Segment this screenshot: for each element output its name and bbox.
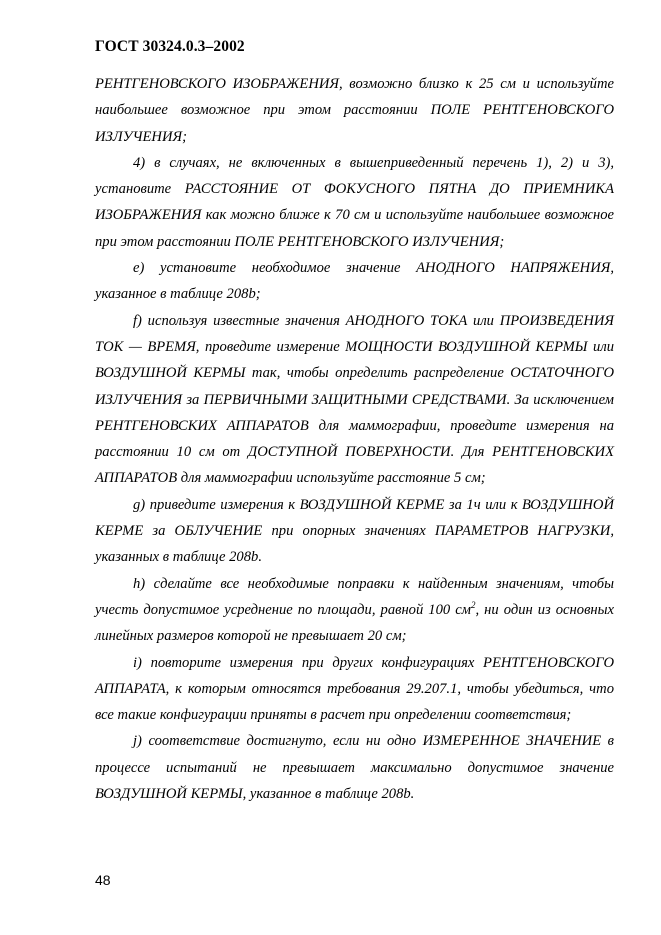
- paragraph-item-h-text: h) сделайте все необходимые поправки к найденным значениям, чтобы учесть допустимое усреднение по площади, равной 100 см: [95, 575, 614, 618]
- document-body: [95, 71, 614, 807]
- paragraph-item-4: 4) в случаях, не включенных в вышеприведенный перечень 1), 2) и 3), установите РАССТОЯНИЕ ОТ ФОКУСНОГО ПЯТНА ДО ПРИЕМНИКА ИЗОБРАЖЕНИЯ как можно ближе к 70 см и используйте наибольшее возможное при этом расстоянии ПОЛЕ РЕНТГЕНОВСКОГО ИЗЛУЧЕНИЯ;: [95, 154, 614, 250]
- paragraph-item-g: g) приведите измерения к ВОЗДУШНОЙ КЕРМЕ за 1ч или к ВОЗДУШНОЙ КЕРМЕ за ОБЛУЧЕНИЕ при опорных значениях ПАРАМЕТРОВ НАГРУЗКИ, указанных в таблице 208b.: [95, 496, 614, 566]
- paragraph-item-f: f) используя известные значения АНОДНОГО ТОКА или ПРОИЗВЕДЕНИЯ ТОК — ВРЕМЯ, проведите измерение МОЩНОСТИ ВОЗДУШНОЙ КЕРМЫ или ВОЗДУШНОЙ КЕРМЫ так, чтобы определить распределение ОСТАТОЧНОГО ИЗЛУЧЕНИЯ за ПЕРВИЧНЫМИ ЗАЩИТНЫМИ СРЕДСТВАМИ. За исключением РЕНТГЕНОВСКИХ АППАРАТОВ для маммографии, проведите измерения на расстоянии 10 см от ДОСТУПНОЙ ПОВЕРХНОСТИ. Для РЕНТГЕНОВСКИХ АППАРАТОВ для маммографии используйте расстояние 5 см;: [95, 312, 614, 487]
- paragraph-item-h: [95, 571, 614, 650]
- superscript-squared: 2: [471, 600, 476, 611]
- document-header: ГОСТ 30324.0.3–2002: [95, 38, 245, 55]
- paragraph-item-j: j) соответствие достигнуто, если ни одно ИЗМЕРЕННОЕ ЗНАЧЕНИЕ в процессе испытаний не превышает максимально допустимое значение ВОЗДУШНОЙ КЕРМЫ, указанное в таблице 208b.: [95, 733, 614, 803]
- paragraph-item-i: i) повторите измерения при других конфигурациях РЕНТГЕНОВСКОГО АППАРАТА, к которым относятся требования 29.207.1, чтобы убедиться, что все такие конфигурации приняты в расчет при определении соответствия;: [95, 654, 614, 724]
- paragraph-item-e: e) установите необходимое значение АНОДНОГО НАПРЯЖЕНИЯ, указанное в таблице 208b;: [95, 260, 614, 303]
- paragraph-continuation: РЕНТГЕНОВСКОГО ИЗОБРАЖЕНИЯ, возможно близко к 25 см и используйте наибольшее возможное при этом расстоянии ПОЛЕ РЕНТГЕНОВСКОГО ИЗЛУЧЕНИЯ;: [95, 76, 614, 145]
- page-number: 48: [95, 872, 111, 888]
- paragraph-item-h-tail: , ни один из основных линейных размеров которой не превышает 20 см;: [95, 601, 614, 645]
